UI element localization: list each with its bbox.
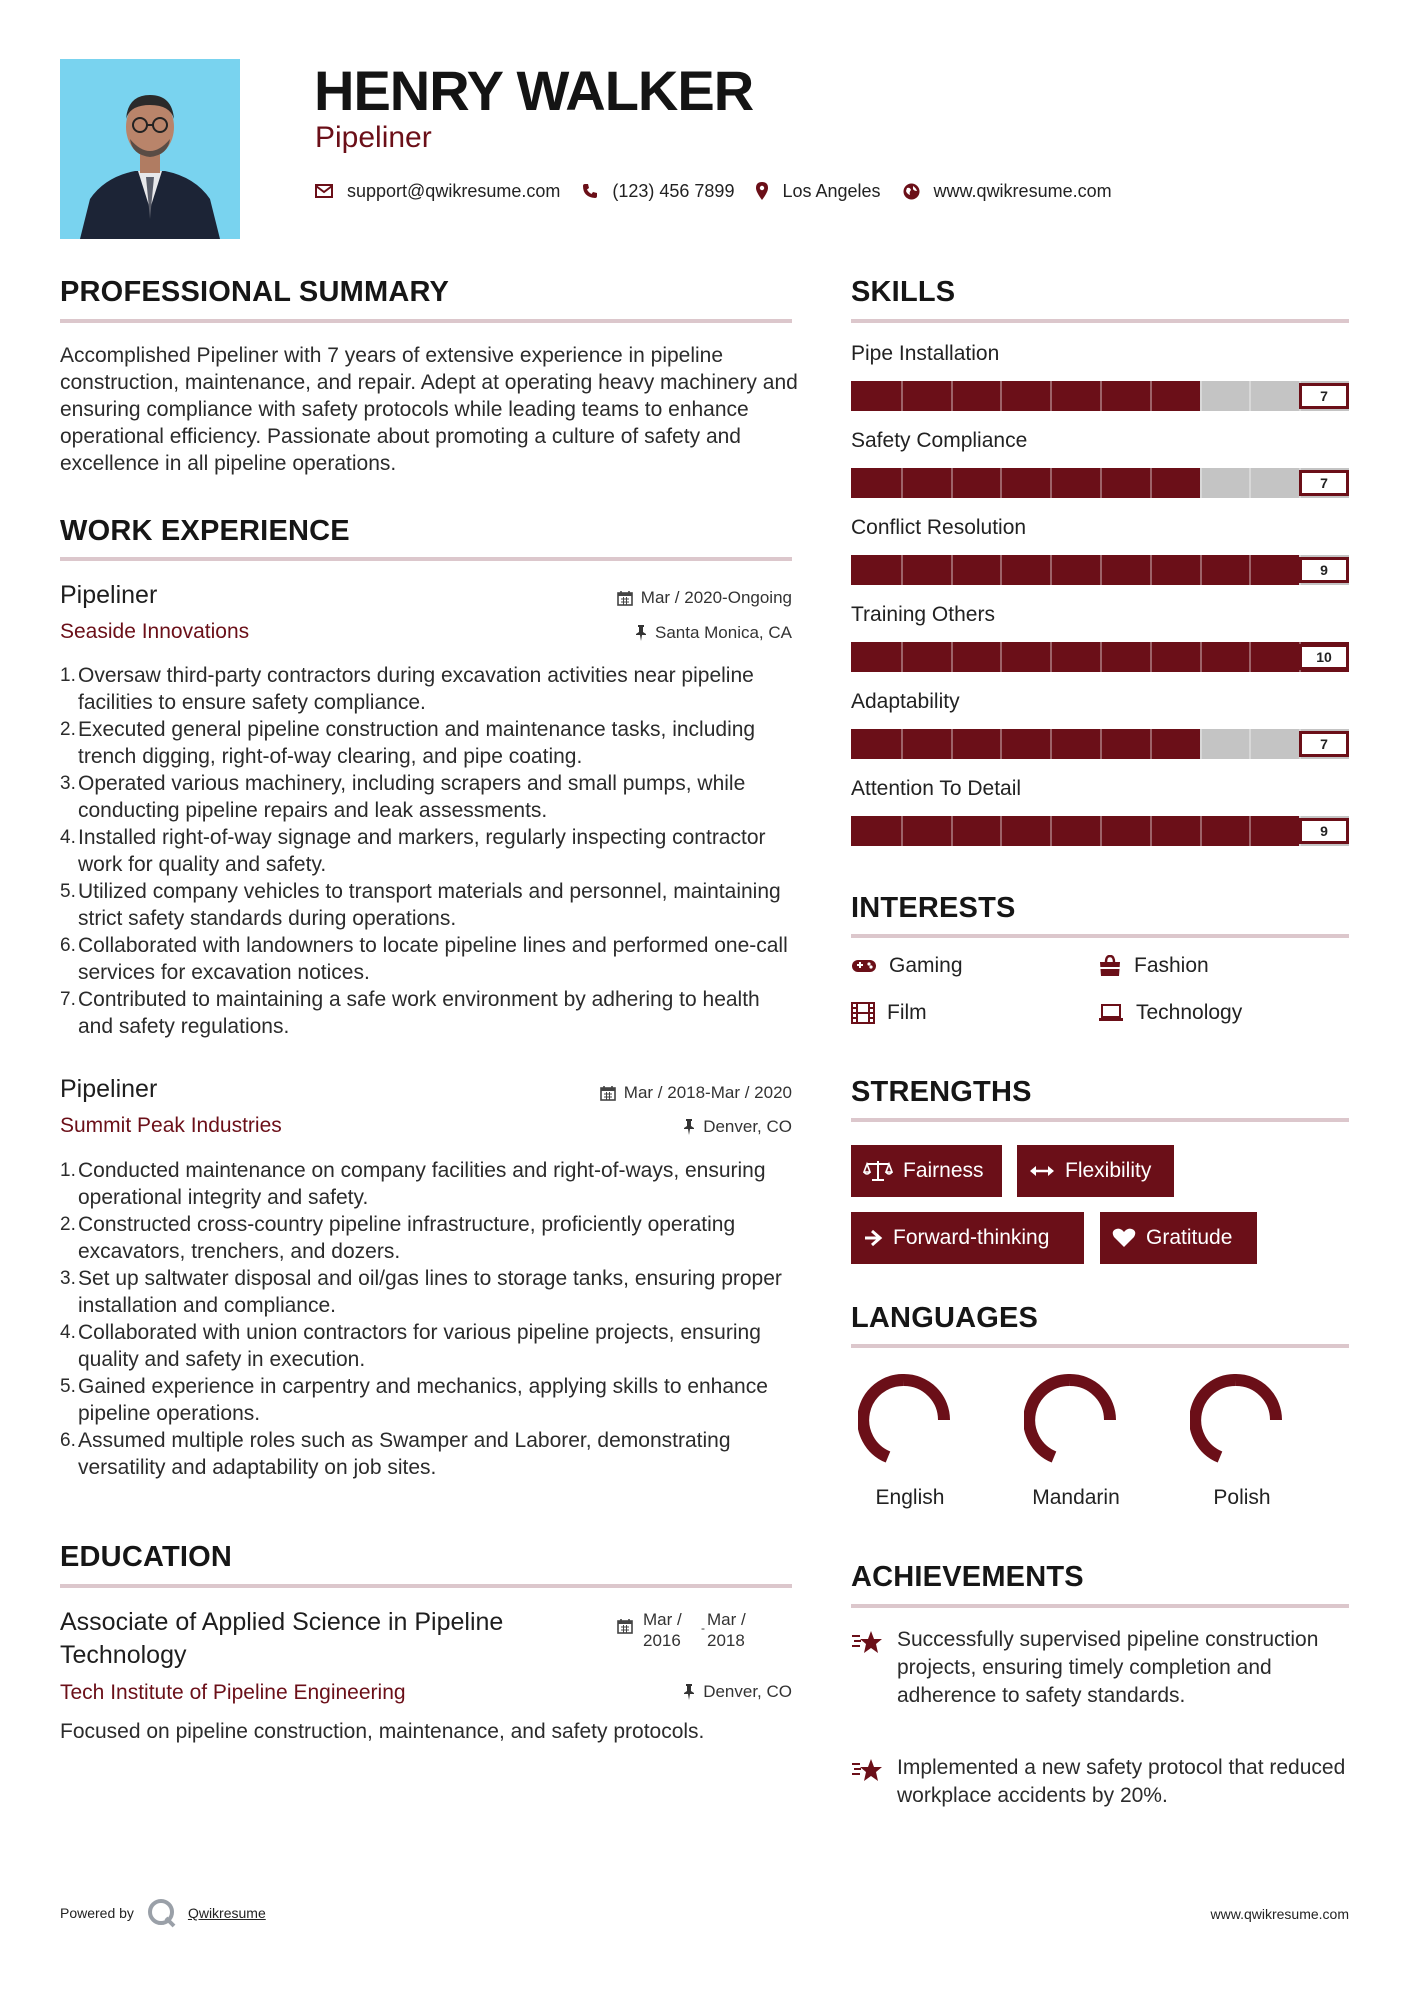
list-item: 2. Constructed cross-country pipeline infrastructure, proficiently operating excavators, trenchers, and dozers. xyxy=(60,1213,736,1263)
list-item: 3. Operated various machinery, including scrapers and small pumps, while conducting pipeline repairs and leak assessments. xyxy=(60,772,746,822)
website-text: www.qwikresume.com xyxy=(933,180,1112,201)
list-item: 2. Executed general pipeline construction and maintenance tasks, including trench digging, right-of-way clearing, and pipe coating. xyxy=(60,718,756,768)
shopping-bag-icon xyxy=(1098,955,1122,977)
job-bullets xyxy=(60,1157,800,1481)
job-title: Pipeliner xyxy=(60,581,158,609)
contact-phone[interactable] xyxy=(582,181,734,202)
job-dates xyxy=(480,588,792,608)
skill-bar-fill xyxy=(851,816,1299,846)
list-item: 1. Conducted maintenance on company facilities and right-of-ways, ensuring operational integrity and safety. xyxy=(60,1159,766,1209)
job-company: Summit Peak Industries xyxy=(60,1114,282,1137)
language-ring-icon xyxy=(858,1374,950,1466)
skill-label: Attention To Detail xyxy=(851,777,1022,800)
job-location-text: Santa Monica, CA xyxy=(654,623,792,642)
location-text: Los Angeles xyxy=(782,180,881,201)
skill-label: Adaptability xyxy=(851,690,960,713)
list-item: 1. Oversaw third-party contractors during excavation activities near pipeline facilities to ensure safety compliance. xyxy=(60,664,754,714)
summary-text: Accomplished Pipeliner with 7 years of extensive experience in pipeline construction, maintenance, and repair. Adept at operating heavy machinery and ensuring compliance with safety protocols while leading teams to enhance operational efficiency. Passionate about promoting a culture of safety and excellence in all pipeline operations. xyxy=(60,344,798,475)
interest-item: Film xyxy=(851,1001,927,1025)
contact-bar xyxy=(315,178,1134,204)
interest-item: Gaming xyxy=(851,954,963,978)
qwikresume-logo-icon xyxy=(146,1898,178,1928)
skill-bar-segment xyxy=(951,729,953,759)
arrows-horizontal-icon xyxy=(1029,1164,1055,1178)
skill-bar-segment xyxy=(1150,642,1152,672)
skill-bar-segment xyxy=(1050,555,1052,585)
email-text: support@qwikresume.com xyxy=(347,180,561,201)
education-description: Focused on pipeline construction, maintenance, and safety protocols. xyxy=(60,1720,705,1743)
skill-bar-segment xyxy=(1050,381,1052,411)
skill-bar-segment xyxy=(1050,642,1052,672)
skill-bar-segment xyxy=(901,468,903,498)
skill-bar-segment xyxy=(1000,555,1002,585)
list-item: 6. Collaborated with landowners to locate pipeline lines and performed one-call services for excavation notices. xyxy=(60,934,788,984)
skill-label: Pipe Installation xyxy=(851,342,1000,365)
laptop-icon xyxy=(1098,1004,1124,1022)
education-degree: Associate of Applied Science in Pipeline Technology xyxy=(60,1608,504,1669)
skill-bar-segment xyxy=(1100,642,1102,672)
skill-bar-segment xyxy=(1000,642,1002,672)
skill-bar-segment xyxy=(1050,729,1052,759)
skill-value-badge: 9 xyxy=(1299,557,1349,583)
skill-bar-segment xyxy=(1000,381,1002,411)
skill-bar xyxy=(851,381,1349,411)
interests-divider xyxy=(851,934,1349,938)
contact-email[interactable] xyxy=(315,181,560,202)
summary-divider xyxy=(60,319,792,323)
powered-by-text: Powered by xyxy=(60,1905,134,1921)
skill-bar-segment xyxy=(1249,381,1251,411)
heart-icon xyxy=(1112,1228,1136,1248)
skills-divider xyxy=(851,319,1349,323)
education-location xyxy=(480,1682,792,1702)
job-company: Seaside Innovations xyxy=(60,620,250,643)
language-ring-icon xyxy=(1190,1374,1282,1466)
skill-bar-segment xyxy=(1100,729,1102,759)
footer-url[interactable]: www.qwikresume.com xyxy=(1210,1906,1349,1922)
interest-item: Technology xyxy=(1098,1001,1242,1025)
calendar-icon xyxy=(600,1085,616,1101)
languages-divider xyxy=(851,1344,1349,1348)
skill-bar-segment xyxy=(1200,468,1202,498)
globe-icon xyxy=(903,183,920,200)
skill-bar-segment xyxy=(1200,729,1202,759)
list-item: 4. Collaborated with union contractors for various pipeline projects, ensuring quality and safety in execution. xyxy=(60,1321,761,1371)
skill-bar xyxy=(851,642,1349,672)
phone-icon xyxy=(582,183,598,199)
job-dates xyxy=(480,1083,792,1103)
education-end: Mar / 2018 xyxy=(707,1610,746,1650)
skill-bar-segment xyxy=(1200,642,1202,672)
skill-bar-segment xyxy=(1100,816,1102,846)
envelope-icon xyxy=(315,184,333,198)
skill-value-badge: 7 xyxy=(1299,731,1349,757)
skill-bar-segment xyxy=(1249,468,1251,498)
list-item: 3. Set up saltwater disposal and oil/gas lines to storage tanks, ensuring proper installation and compliance. xyxy=(60,1267,782,1317)
contact-location xyxy=(756,181,880,202)
skill-label: Training Others xyxy=(851,603,995,626)
skill-bar-fill xyxy=(851,555,1299,585)
skill-bar-segment xyxy=(951,468,953,498)
skill-bar-segment xyxy=(1249,642,1251,672)
job-dates-text: Mar / 2018-Mar / 2020 xyxy=(623,1083,792,1102)
candidate-name: HENRY WALKER xyxy=(314,59,754,122)
star-icon xyxy=(851,1630,883,1656)
skill-bar-segment xyxy=(1200,816,1202,846)
list-item: 7. Contributed to maintaining a safe work environment by adhering to health and safety regulations. xyxy=(60,988,760,1038)
education-dates xyxy=(617,1609,759,1651)
skill-value-badge: 7 xyxy=(1299,383,1349,409)
skill-bar-segment xyxy=(951,642,953,672)
achievement-item: Implemented a new safety protocol that reduced workplace accidents by 20%. xyxy=(851,1754,1349,1810)
arrow-right-icon xyxy=(863,1229,883,1247)
summary-heading: PROFESSIONAL SUMMARY xyxy=(60,276,450,308)
job-bullets xyxy=(60,662,800,1040)
map-pin-icon xyxy=(756,182,768,200)
skill-bar-segment xyxy=(1050,816,1052,846)
interest-item: Fashion xyxy=(1098,954,1209,978)
skill-value-badge: 7 xyxy=(1299,470,1349,496)
skill-bar-segment xyxy=(951,381,953,411)
language-name: Polish xyxy=(1213,1486,1271,1509)
list-item: 5. Gained experience in carpentry and mechanics, applying skills to enhance pipeline operations. xyxy=(60,1375,768,1425)
skills-heading: SKILLS xyxy=(851,276,956,308)
strengths-divider xyxy=(851,1118,1349,1122)
education-divider xyxy=(60,1584,792,1588)
language-name: Mandarin xyxy=(1032,1486,1120,1509)
education-school: Tech Institute of Pipeline Engineering xyxy=(60,1681,406,1704)
language-name: English xyxy=(875,1486,945,1509)
skill-bar-fill xyxy=(851,729,1200,759)
education-heading: EDUCATION xyxy=(60,1541,233,1573)
skill-bar-segment xyxy=(1050,468,1052,498)
skill-bar-segment xyxy=(1100,468,1102,498)
experience-divider xyxy=(60,557,792,561)
qwikresume-link[interactable]: Qwikresume xyxy=(187,1905,266,1921)
skill-bar-segment xyxy=(901,642,903,672)
pushpin-icon xyxy=(683,1684,695,1700)
skill-bar-segment xyxy=(1100,381,1102,411)
date-separator: - xyxy=(701,1621,705,1635)
calendar-icon xyxy=(617,590,633,606)
skill-bar-fill xyxy=(851,468,1200,498)
skill-bar xyxy=(851,729,1349,759)
skill-bar-segment xyxy=(901,381,903,411)
skill-bar xyxy=(851,816,1349,846)
skill-bar-segment xyxy=(1200,381,1202,411)
gamepad-icon xyxy=(851,958,877,974)
skill-bar-segment xyxy=(1249,816,1251,846)
skill-bar-segment xyxy=(1000,729,1002,759)
skill-label: Conflict Resolution xyxy=(851,516,1027,539)
skill-bar-segment xyxy=(1000,468,1002,498)
skill-bar-segment xyxy=(1150,555,1152,585)
education-location-text: Denver, CO xyxy=(703,1682,792,1701)
strength-badge: Forward-thinking xyxy=(851,1212,1084,1264)
experience-heading: WORK EXPERIENCE xyxy=(60,515,350,547)
job-location-text: Denver, CO xyxy=(703,1117,792,1136)
job-location xyxy=(480,1117,792,1137)
pushpin-icon xyxy=(635,625,647,641)
education-start: Mar / 2016 xyxy=(643,1610,682,1650)
job-dates-text: Mar / 2020-Ongoing xyxy=(640,588,792,607)
job-location xyxy=(480,623,792,643)
skill-bar-segment xyxy=(1249,555,1251,585)
film-icon xyxy=(851,1002,875,1024)
strength-badge: Flexibility xyxy=(1017,1145,1174,1197)
skill-value-badge: 9 xyxy=(1299,818,1349,844)
star-icon xyxy=(851,1758,883,1784)
strengths-heading: STRENGTHS xyxy=(851,1076,1032,1108)
skill-bar-segment xyxy=(1200,555,1202,585)
job-title: Pipeliner xyxy=(60,1075,158,1103)
language-ring-icon xyxy=(1024,1374,1116,1466)
strength-badge: Fairness xyxy=(851,1145,1002,1197)
skill-bar-segment xyxy=(1150,468,1152,498)
skill-label: Safety Compliance xyxy=(851,429,1028,452)
strength-badge: Gratitude xyxy=(1100,1212,1257,1264)
contact-website[interactable] xyxy=(903,181,1112,202)
achievements-divider xyxy=(851,1604,1349,1608)
skill-bar-segment xyxy=(951,816,953,846)
skill-bar-segment xyxy=(1100,555,1102,585)
pushpin-icon xyxy=(683,1119,695,1135)
skill-bar-fill xyxy=(851,381,1200,411)
skill-bar-segment xyxy=(901,816,903,846)
skill-bar xyxy=(851,468,1349,498)
list-item: 4. Installed right-of-way signage and markers, regularly inspecting contractor work for quality and safety. xyxy=(60,826,766,876)
achievements-heading: ACHIEVEMENTS xyxy=(851,1561,1084,1593)
skill-bar-segment xyxy=(901,555,903,585)
skill-bar-segment xyxy=(951,555,953,585)
skill-bar xyxy=(851,555,1349,585)
candidate-role: Pipeliner xyxy=(315,121,432,154)
balance-scale-icon xyxy=(863,1160,893,1182)
skill-bar-segment xyxy=(1249,729,1251,759)
list-item: 6. Assumed multiple roles such as Swamper and Laborer, demonstrating versatility and adaptability on job sites. xyxy=(60,1429,731,1479)
skill-bar-segment xyxy=(1000,816,1002,846)
skill-bar-segment xyxy=(901,729,903,759)
phone-text: (123) 456 7899 xyxy=(612,180,735,201)
profile-photo xyxy=(60,59,240,239)
calendar-icon xyxy=(617,1618,633,1634)
footer-powered-by xyxy=(60,1898,266,1928)
skill-bar-segment xyxy=(1150,381,1152,411)
skill-value-badge: 10 xyxy=(1299,644,1349,670)
skill-bar-segment xyxy=(1150,816,1152,846)
interests-heading: INTERESTS xyxy=(851,892,1016,924)
languages-heading: LANGUAGES xyxy=(851,1302,1039,1334)
achievement-item: Successfully supervised pipeline construction projects, ensuring timely completion and adherence to safety standards. xyxy=(851,1626,1349,1710)
list-item: 5. Utilized company vehicles to transport materials and personnel, maintaining strict safety standards during operations. xyxy=(60,880,781,930)
skill-bar-segment xyxy=(1150,729,1152,759)
